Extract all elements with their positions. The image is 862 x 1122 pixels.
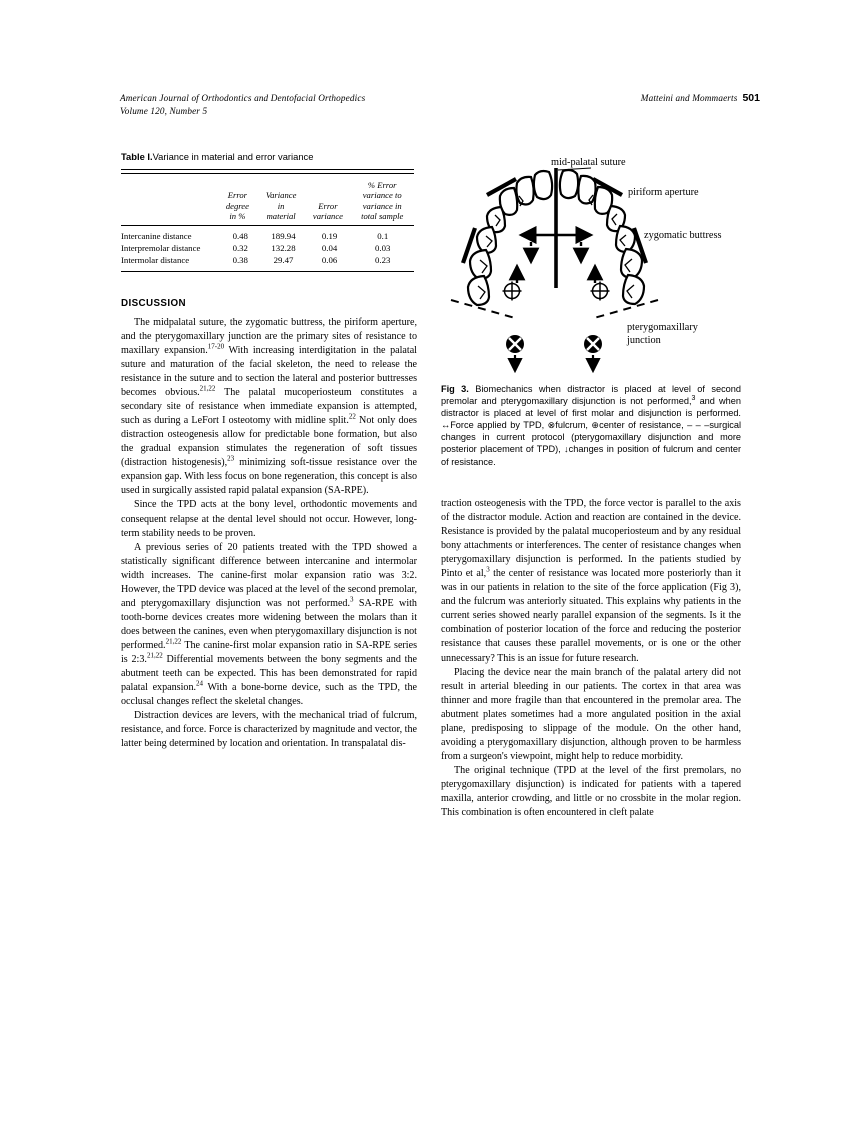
cell-variance-material: 189.94 [271, 230, 296, 241]
paragraph: The midpalatal suture, the zygomatic buttress, the piriform aperture, and the pterygomaxillary junction are the primary sites of resistance to maxillary expansion.$^{17-20}$ With increasing interdigitation in the palatal suture and maturation of the facial skeleton, the need to release the resistance in the suture and to section the lateral and posterior buttresses becomes obvious.$^{21,22}$ The palatal mucoperiosteum constitutes a secondary site of resistance when immediate expansion is attempted, such as during a LeFort I osteotomy with midline split.$^{22}$ Not only does distraction osteogenesis allow for predictable bone formation, but also the gradual expansion stimulates the regeneration of soft tissues (distraction histogenesis),$^{23}$ minimizing soft-tissue resistance over the expansion gap. With less focus on bone regeneration, this concept is also used in surgically assisted rapid palatal expansion (SA-RPE). [121, 316, 417, 497]
maxillary-arch-diagram [441, 150, 751, 378]
fulcrum-symbol [506, 335, 602, 353]
citation-ref: 21,22 [146, 651, 163, 660]
col-header-line: total sample [361, 211, 404, 222]
tooth [470, 250, 491, 279]
tooth [621, 249, 642, 278]
col-header-line: Variance [265, 190, 297, 201]
tooth [516, 177, 533, 205]
col-header-error-degree [218, 174, 257, 225]
citation-ref: 17-20 [207, 342, 225, 351]
paragraph: Distraction devices are levers, with the mechanical triad of fulcrum, resistance, and force. Force is characterized by magnitude and vector, the latter being determined by location and orientation. In transpalatal dis- [121, 710, 417, 750]
citation-ref: 3 [486, 565, 490, 574]
citation-ref: 24 [196, 679, 204, 688]
paragraph: traction osteogenesis with the TPD, the force vector is parallel to the axis of the distractor module. Action and reaction are contained in the device. Resistance is provided by the palatal mucoperiosteum and by any residual bony attachments or interferences. The center of resistance changes when pterygomaxillary disjunction is performed. In the patients studied by Pinto et al,$^3$ the center of resistance was located more posteriorly than it was in our patients in relation to the site of the force application (Fig 3), and the fulcrum was anteriorly situated. This explains why patients in the current series showed nearly parallel expansion of the segments. Is it the combination of posterior location of the force and reducing the posterior resistance that causes these parallel movements, or is one or the other unnecessary? This is an issue for future research. [441, 498, 741, 664]
cell-error-degree: 0.48 [232, 230, 248, 241]
cell-error-variance: 0.04 [321, 243, 338, 254]
label-pterygomaxillary-junction-2: junction [627, 335, 661, 346]
table-row [121, 226, 414, 242]
variance-table [121, 174, 414, 225]
left-column [121, 150, 417, 751]
variance-table-body [121, 226, 414, 271]
row-label: Intermolar distance [121, 255, 190, 266]
paragraph: A previous series of 20 patients treated with the TPD showed a statistically significant difference between intercanine and intermolar width increases. The canine-first molar expansion ratio was 3:2. However, the TPD device was placed at the level of the second premolar, and pterygomaxillary disjunction was not performed.$^3$ SA-RPE with tooth-borne devices creates more widening between the molars than it does between the canines, even when pterygomaxillary disjunction is not performed.$^{21,22}$ The canine-first molar expansion ratio in SA-RPE series is 2:3.$^{21,22}$ Differential movements between the bony segments and the abutment teeth can be expected. This has been demonstrated for rapid palatal expansion.$^{24}$ With a bone-borne device, such as the TPD, the occlusal changes reflect the skeletal changes. [121, 541, 417, 708]
cell-error-variance: 0.19 [321, 230, 338, 241]
running-head-authors: Matteini and Mommaerts [640, 93, 738, 103]
col-header-variance-material [257, 174, 306, 225]
col-header-line: Error [318, 200, 338, 211]
table-head [121, 174, 414, 225]
label-piriform-aperture: piriform aperture [628, 187, 699, 198]
figure-number: Fig 3. [441, 384, 469, 394]
running-head-authors-page [641, 92, 760, 104]
paragraph: Since the TPD acts at the bony level, orthodontic movements and consequent relapse at the dental level should not occur. However, long-term stability needs to be proven. [121, 499, 417, 539]
col-header-line: variance to [362, 190, 402, 201]
col-header-error-variance [305, 174, 350, 225]
table-bottom-rule [121, 271, 414, 272]
tooth [468, 276, 489, 305]
citation-ref: 21,22 [199, 384, 216, 393]
figure-3-illustration [441, 150, 751, 378]
citation-ref: 23 [227, 454, 235, 463]
tooth [534, 171, 552, 199]
col-header-line: variance in [362, 200, 402, 211]
col-header-blank [121, 174, 218, 225]
label-mid-palatal-suture: mid-palatal suture [551, 157, 626, 168]
tooth [578, 176, 595, 204]
cell-error-degree: 0.32 [232, 243, 248, 254]
figure-caption: Fig 3. Biomechanics when distractor is placed at level of second premolar and pterygomaxillary disjunction is not performed,$^3$ and when distractor is placed at level of first molar and disjunction is performed. ↔Force applied by TPD, ⊗fulcrum, ⊕center of resistance, – – –surgical changes in current protocol (pterygomaxillary disjunction and more posterior placement of TPD), ↓changes in position of fulcrum and center of resistance. [441, 384, 742, 467]
citation-ref: 21,22 [165, 637, 182, 646]
table-label: Table I. [121, 151, 153, 162]
citation-ref: 3 [691, 395, 696, 403]
paragraph: Placing the device near the main branch of the palatal artery did not result in arterial bleeding in our patients. The cortex in that area was thinner and more fragile than that encountered in the premolar area. The abutment plates sometimes had a more angulated position in the axial plane, predisposing to slippage of the module. On the other hand, avoiding a pterygomaxillary disjunction, although proven to be harmless from a surgeon's viewpoint, might help to reduce morbidity. [441, 666, 741, 762]
table-caption [121, 150, 417, 163]
cell-pct-error: 0.23 [375, 255, 391, 266]
cell-variance-material: 132.28 [271, 243, 296, 254]
citation-ref: 22 [348, 412, 356, 421]
tooth [560, 170, 578, 198]
cell-pct-error: 0.03 [375, 243, 391, 254]
cell-pct-error: 0.1 [377, 230, 389, 241]
journal-volume-line: Volume 120, Number 5 [120, 105, 208, 116]
cell-error-variance: 0.06 [321, 255, 338, 266]
cell-error-degree: 0.38 [232, 255, 248, 266]
table-header-row [121, 174, 414, 225]
label-zygomatic-buttress: zygomatic buttress [644, 230, 722, 241]
col-header-line: in % [229, 211, 246, 222]
table-body [121, 226, 414, 271]
table-title-text: Variance in material and error variance [152, 151, 314, 162]
col-header-line: degree [225, 200, 249, 211]
row-label: Interpremolar distance [121, 243, 201, 254]
col-header-line: variance [312, 211, 343, 222]
col-header-line: material [266, 211, 296, 222]
table-row [121, 254, 414, 270]
fulcrum-displacement-arrows [515, 355, 593, 371]
citation-ref: 3 [350, 595, 354, 604]
col-header-line: Error [227, 190, 247, 201]
col-header-pct-error [350, 174, 414, 225]
label-pterygomaxillary-junction-1: pterygomaxillary [627, 322, 698, 333]
section-heading-discussion: DISCUSSION [121, 297, 186, 309]
page-number: 501 [742, 92, 760, 104]
tooth [623, 275, 644, 304]
col-header-line: in [277, 200, 285, 211]
suture-label-leader [558, 168, 591, 170]
col-header-line: % Error [367, 180, 397, 190]
row-label: Intercanine distance [121, 230, 192, 241]
journal-title-line: American Journal of Orthodontics and Dentofacial Orthopedics [120, 93, 366, 103]
cell-variance-material: 29.47 [273, 255, 294, 266]
running-head-journal [120, 92, 365, 117]
paragraph: The original technique (TPD at the level of the first premolars, no pterygomaxillary disjunction) is indicated for patients with a tapered maxilla, anterior crowding, and little or no crossbite in the molar region. This combination is often encountered in cleft palate [441, 764, 741, 819]
table-row [121, 242, 414, 254]
right-column [441, 497, 741, 820]
